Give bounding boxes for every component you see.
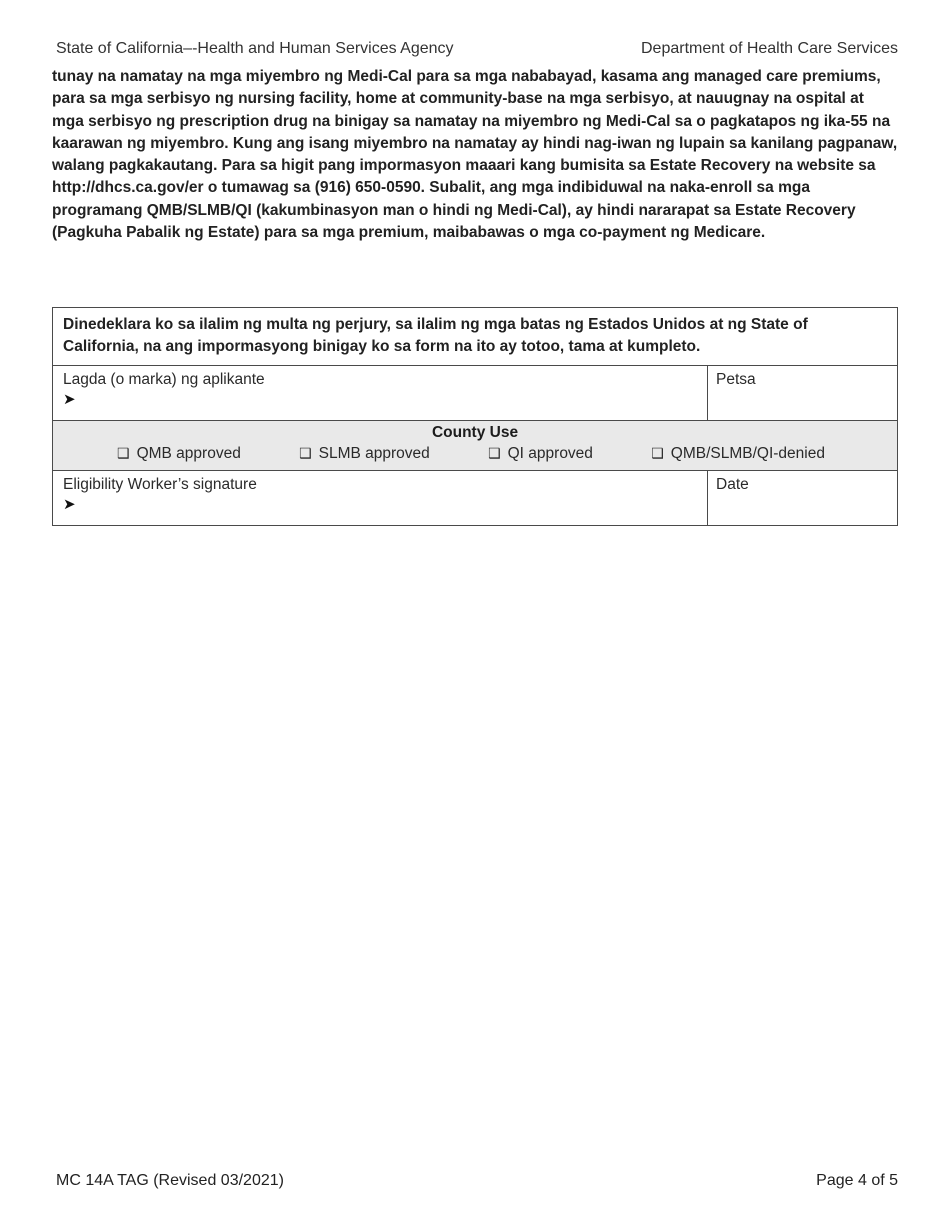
- worker-date-label: Date: [716, 476, 749, 494]
- worker-signature-label: Eligibility Worker’s signature: [63, 476, 257, 494]
- department-title: Department of Health Care Services: [641, 40, 898, 57]
- checkbox-label: QMB/SLMB/QI-denied: [670, 445, 825, 463]
- checkbox-label: QMB approved: [136, 445, 241, 463]
- page-number: Page 4 of 5: [816, 1172, 898, 1189]
- checkbox-qmb-slmb-qi-denied[interactable]: [651, 445, 825, 463]
- checkbox-slmb-approved[interactable]: [299, 445, 430, 463]
- checkbox-icon[interactable]: ❑: [117, 445, 130, 462]
- worker-signature-row: [53, 471, 897, 525]
- checkbox-qi-approved[interactable]: [488, 445, 593, 463]
- form-page: [52, 0, 898, 526]
- checkbox-icon[interactable]: ❑: [651, 445, 664, 462]
- declaration-table: [52, 307, 898, 526]
- applicant-date-cell[interactable]: [707, 366, 897, 420]
- agency-title: State of California–-Health and Human Services Agency: [56, 40, 454, 57]
- applicant-signature-row: [53, 366, 897, 421]
- signature-arrow-icon[interactable]: ➤: [63, 391, 76, 409]
- county-use-section: [53, 421, 897, 471]
- applicant-date-label: Petsa: [716, 371, 756, 389]
- checkbox-label: SLMB approved: [318, 445, 430, 463]
- perjury-declaration-text: Dinedeklara ko sa ilalim ng multa ng perjury, sa ilalim ng mga batas ng Estados Unidos at ng State of California, na ang impormasyong binigay ko sa form na ito ay totoo, tama at kumpleto.: [53, 308, 897, 366]
- applicant-signature-cell[interactable]: [53, 366, 707, 420]
- checkbox-icon[interactable]: ❑: [488, 445, 501, 462]
- checkbox-icon[interactable]: ❑: [299, 445, 312, 462]
- county-use-title: County Use: [431, 424, 519, 442]
- checkbox-label: QI approved: [507, 445, 593, 463]
- worker-signature-cell[interactable]: [53, 471, 707, 525]
- applicant-signature-label: Lagda (o marka) ng aplikante: [63, 371, 265, 389]
- worker-date-cell[interactable]: [707, 471, 897, 525]
- form-number: MC 14A TAG (Revised 03/2021): [56, 1172, 284, 1189]
- county-use-checkboxes: [53, 442, 897, 463]
- checkbox-qmb-approved[interactable]: [117, 445, 241, 463]
- estate-recovery-paragraph: tunay na namatay na mga miyembro ng Medi-Cal para sa mga nababayad, kasama ang managed care premiums, para sa mga serbisyo ng nursing facility, home at community-base na mga serbisyo, at nauugnay na ospital at mga serbisyo ng prescription drug na binigay sa namatay na miyembro ng Medi-Cal sa o pagkatapos ng ika-55 na kaarawan ng miyembro. Kung ang isang miyembro na namatay ay hindi nag-iwan ng lupain sa kanilang pagpanaw, walang pagkakautang. Para sa higit pang impormasyon maaari kang bumisita sa Estate Recovery na website sa http://dhcs.ca.gov/er o tumawag sa (916) 650-0590. Subalit, ang mga indibiduwal na naka-enroll sa mga programang QMB/SLMB/QI (kakumbinasyon man o hindi ng Medi-Cal), ay hindi nararapat sa Estate Recovery (Pagkuha Pabalik ng Estate) para sa mga premium, maibabawas o mga co-payment ng Medicare.: [52, 68, 898, 242]
- signature-arrow-icon[interactable]: ➤: [63, 496, 76, 514]
- document-header: [52, 40, 898, 58]
- document-footer: [52, 1172, 898, 1190]
